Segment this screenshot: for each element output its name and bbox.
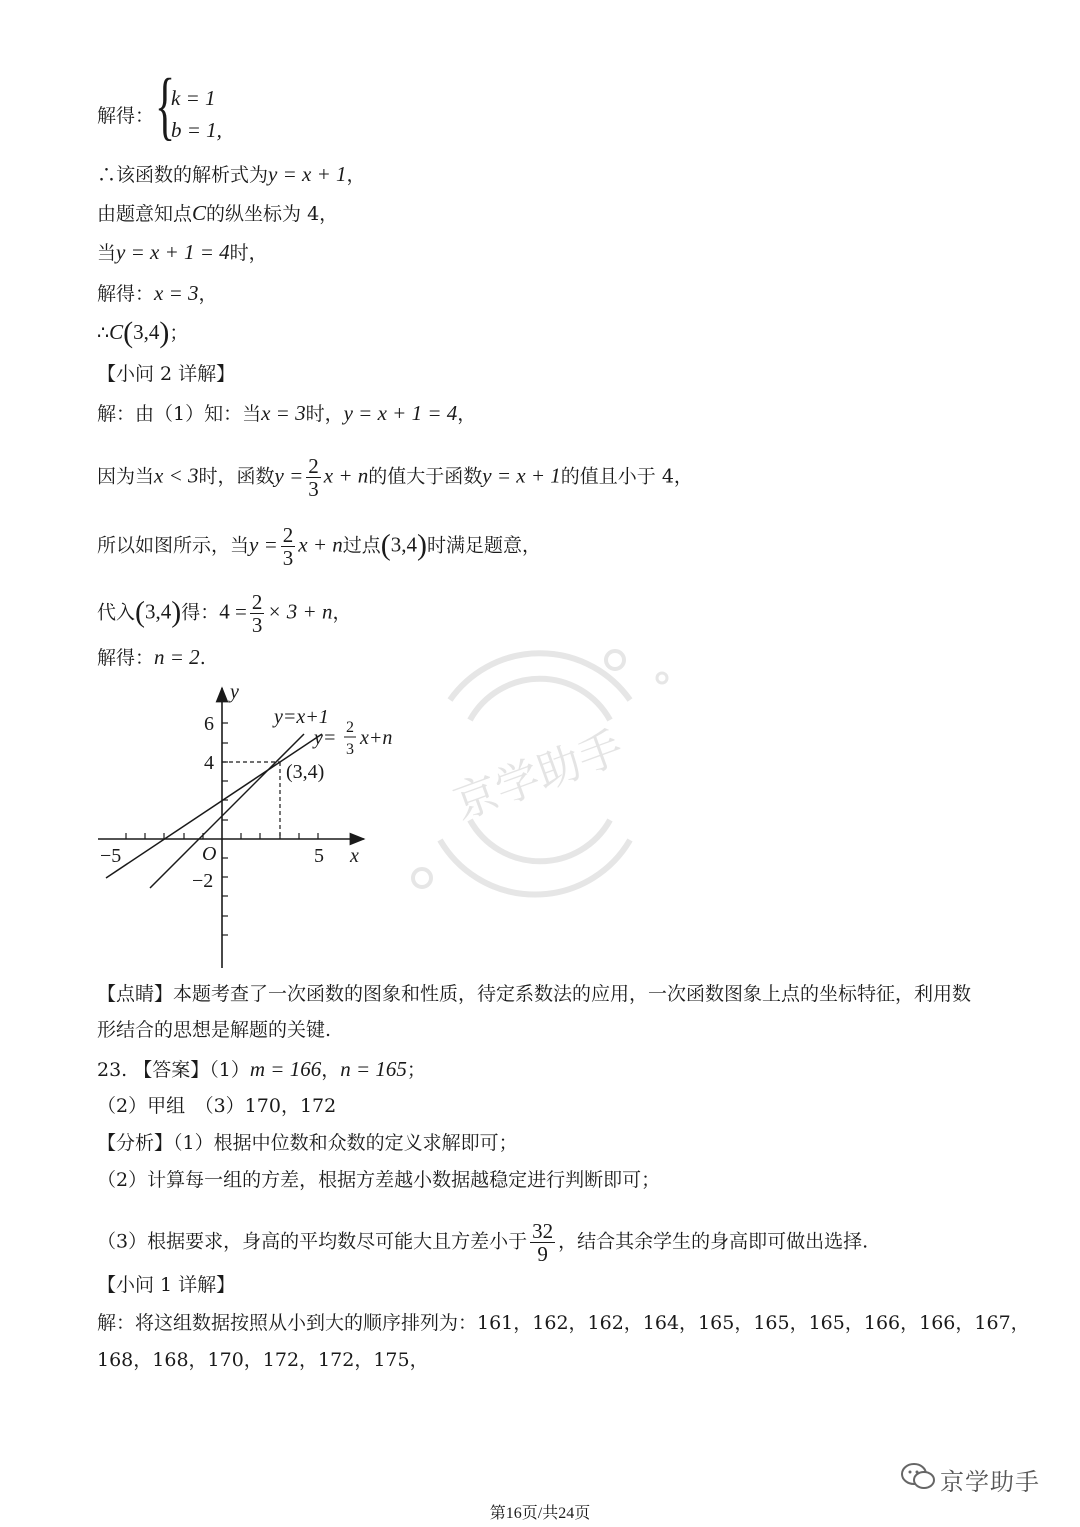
- line-when-y-equals-4: 当y = x + 1 = 4时，: [97, 240, 268, 264]
- fraction-two-thirds: $\frac{2}{3}$: [308, 454, 319, 501]
- fraction-two-thirds: $\frac{2}{3}$: [251, 590, 263, 637]
- line2-label-prefix: y=: [314, 727, 337, 749]
- fraction-two-thirds: $\frac{2}{3}$: [282, 523, 294, 570]
- line-analytic-expression: ∴该函数的解析式为y = x + 1，: [97, 162, 366, 186]
- line2-label-suffix: x+n: [360, 727, 392, 749]
- equation-system: [155, 64, 255, 148]
- line-substitute: 代入(3,4)得：4 = $\frac{2}{3}$ × 3 + n，: [97, 590, 352, 637]
- wechat-icon: [900, 1462, 936, 1492]
- line-q23-answer: 23. 【答案】（1）m = 166，n = 165；: [97, 1057, 426, 1081]
- watermark: [400, 640, 680, 900]
- line-solve-n: 解得：n = 2.: [97, 645, 206, 669]
- line-so-as-shown: 所以如图所示，当y = $\frac{2}{3}$ x + n过点(3,4)时满足题意，: [97, 523, 542, 570]
- line1-label: y=x+1: [274, 706, 329, 728]
- line-solve-system: 解得：: [97, 105, 155, 127]
- tick-label-4: 4: [204, 752, 214, 774]
- line-solve-x: 解得：x = 3，: [97, 281, 218, 305]
- line-sorted-data-cont: 168，168，170，172，172，175，: [97, 1349, 429, 1371]
- footer-brand-text: 京学助手: [940, 1468, 1040, 1496]
- line-point-c-ordinate: 由题意知点C的纵坐标为 4，: [97, 201, 339, 225]
- line-y-eq-x-plus-1: [150, 734, 304, 888]
- line2-label-num: 2: [346, 719, 354, 736]
- tick-label-neg5: −5: [100, 845, 122, 867]
- line-because: 因为当x < 3时，函数y = $\frac{2}{3}$ x + n的值大于函数y = x + 1的值且小于 4，: [97, 454, 693, 501]
- equation-row-b: b = 1,: [171, 118, 222, 142]
- watermark-text: 京学助手: [447, 721, 630, 830]
- page-number: 第16页/共24页: [489, 1505, 591, 1522]
- line-tip: 【点睛】本题考查了一次函数的图象和性质，待定系数法的应用，一次函数图象上点的坐标特征，利用数: [97, 983, 972, 1005]
- tick-label-neg2: −2: [192, 870, 214, 892]
- section-heading-q2: 【小问 2 详解】: [97, 363, 236, 385]
- section-heading-q1: 【小问 1 详解】: [97, 1274, 236, 1296]
- line-q23-answer-2: （2）甲组 （3）170，172: [97, 1095, 337, 1117]
- line2-label-den: 3: [346, 741, 354, 758]
- watermark-dot: [657, 673, 667, 683]
- watermark-dot: [413, 869, 431, 887]
- x-axis-label: x: [350, 845, 359, 867]
- line-sorted-data: 解：将这组数据按照从小到大的顺序排列为：161，162，162，164，165，165，165，166，166，167，: [97, 1312, 1030, 1334]
- line-tip-cont: 形结合的思想是解题的关键.: [97, 1019, 332, 1041]
- line-q2-start: 解：由（1）知：当x = 3时，y = x + 1 = 4，: [97, 401, 477, 425]
- y-axis-label: y: [230, 681, 239, 703]
- line-analysis-2: （2）计算每一组的方差，根据方差越小数据越稳定进行判断即可；: [97, 1169, 661, 1191]
- line-analysis-1: 【分析】（1）根据中位数和众数的定义求解即可；: [97, 1132, 518, 1154]
- tick-label-6: 6: [204, 713, 214, 735]
- line-analysis-3: （3）根据要求，身高的平均数尽可能大且方差小于 $\frac{32}{9}$ ，结合其余学生的身高即可做出选择.: [97, 1219, 869, 1266]
- line-point-c: ∴C(3,4)；: [97, 316, 189, 349]
- origin-label: O: [202, 843, 217, 865]
- fraction-32-9: $\frac{32}{9}$: [532, 1219, 554, 1266]
- tick-label-5: 5: [314, 845, 324, 867]
- footer-brand: [900, 1458, 1060, 1498]
- point-label: (3,4): [286, 761, 325, 783]
- watermark-dot: [606, 651, 624, 669]
- left-brace: {: [155, 64, 176, 148]
- coordinate-graph: [92, 680, 392, 970]
- equation-row-k: k = 1: [171, 86, 216, 110]
